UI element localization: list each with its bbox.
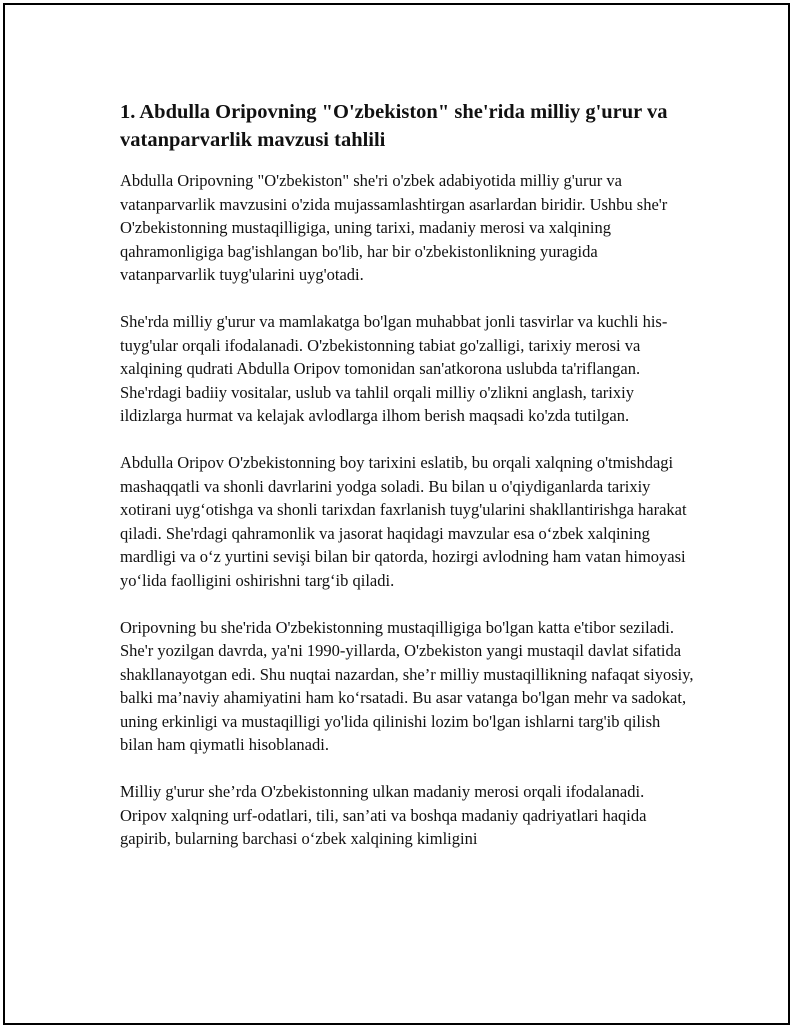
paragraph-5: Milliy g'urur she’rda O'zbekistonning ulkan madaniy merosi orqali ifodalanadi. Oripov xalqning urf-odatlari, tili, san’ati va boshqa madaniy qadriyatlari haqida gapirib, bularning barchasi oʻzbek xalqining kimligini (120, 782, 647, 849)
paragraph-1: Abdulla Oripovning "O'zbekiston" she'ri o'zbek adabiyotida milliy g'urur va vatanparvarlik mavzusini o'zida mujassamlashtirgan asarlardan biridir. Ushbu she'r O'zbekistonning mustaqilligiga, uning tarixi, madaniy merosi va xalqining qahramonligiga bag'ishlangan bo'lib, har bir o'zbekistonlikning yuragida vatanparvarlik tuyg'ularini uyg'otadi. (120, 171, 668, 285)
paragraph-4: Oripovning bu she'rida O'zbekistonning mustaqilligiga bo'lgan katta e'tibor seziladi. She'r yozilgan davrda, ya'ni 1990-yillarda, O'zbekiston yangi mustaqil davlat sifatida shakllanayotgan edi. Shu nuqtai nazardan, she’r milliy mustaqillikning nafaqat siyosiy, balki ma’naviy ahamiyatini ham koʻrsatadi. Bu asar vatanga bo'lgan mehr va sadokat, uning erkinligi va mustaqilligi yo'lida qilinishi lozim bo'lgan ishlarni targ'ib qilish bilan ham qiymatli hisoblanadi. (120, 617, 694, 755)
paragraph-2: She'rda milliy g'urur va mamlakatga bo'lgan muhabbat jonli tasvirlar va kuchli his-tuyg'ular orqali ifodalanadi. O'zbekistonning tabiat go'zalligi, tarixiy merosi va xalqining qudrati Abdulla Oripov tomonidan san'atkorona uslubda ta'riflangan. She'rdagi badiiy vositalar, uslub va tahlil orqali milliy o'zlikni anglash, tarixiy ildizlarga hurmat va kelajak avlodlarga ilhom berish maqsadi ko'zda tutilgan. (120, 311, 668, 426)
document-body (120, 98, 695, 874)
paragraph-3: Abdulla Oripov O'zbekistonning boy tarixini eslatib, bu orqali xalqning o'tmishdagi mashaqqatli va shonli davrlarini yodga soladi. Bu bilan u o'qiydiganlarda tarixiy xotirani uygʻotishga va shonli tarixdan faxrlanish tuyg'ularini shakllantirishga harakat qiladi. She'rdagi qahramonlik va jasorat haqidagi mavzular esa oʻzbek xalqining mardligi va oʻz yurtini sevişi bilan bir qatorda, hozirgi avlodning ham vatan himoyasi yoʻlida faolligini oshirishni targʻib qiladi. (120, 452, 687, 590)
section-heading: 1. Abdulla Oripovning "O'zbekiston" she'rida milliy g'urur va vatanparvarlik mavzusi tahlili (120, 101, 668, 151)
document-page (3, 3, 790, 1025)
